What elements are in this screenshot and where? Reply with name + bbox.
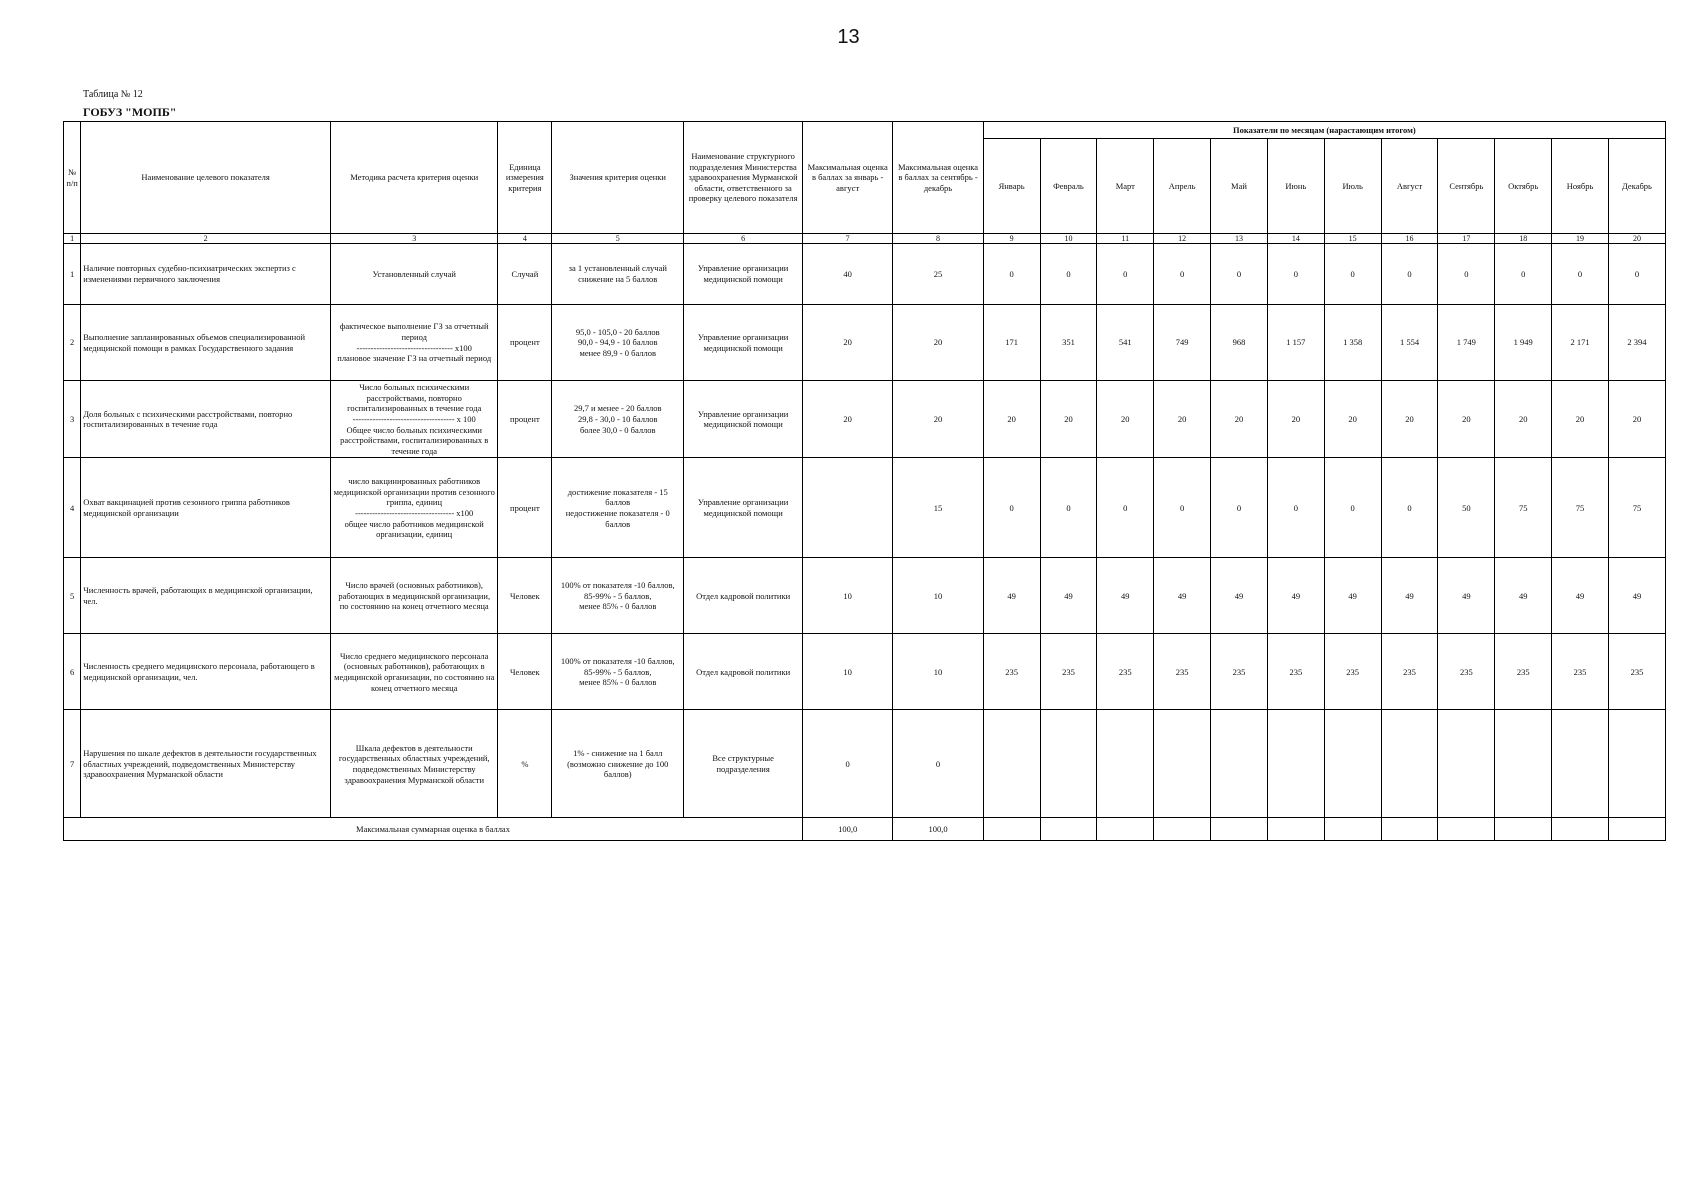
month-value-cell: 49 [1211,558,1268,634]
month-value-cell: 0 [1097,244,1154,305]
month-value-cell: 75 [1608,458,1665,558]
method-cell: Число среднего медицинского персонала (основных работников), работающих в медицинской организации, по состоянию на конец отчетного месяца [330,634,498,710]
indicator-name-cell: Охват вакцинацией против сезонного гриппа работников медицинской организации [81,458,331,558]
month-value-cell: 235 [1040,634,1097,710]
month-value-cell: 20 [1324,381,1381,458]
max-sep-dec-cell: 20 [893,305,983,381]
month-value-cell: 20 [1438,381,1495,458]
column-number: 10 [1040,234,1097,244]
total-max-jan-aug: 100,0 [803,818,893,841]
month-value-cell [1040,710,1097,818]
month-value-cell: 1 157 [1267,305,1324,381]
total-month-cell [1211,818,1268,841]
month-value-cell: 0 [1381,458,1438,558]
month-value-cell: 49 [1267,558,1324,634]
month-value-cell [1324,710,1381,818]
month-value-cell: 0 [1324,244,1381,305]
month-value-cell: 235 [1381,634,1438,710]
month-value-cell [983,710,1040,818]
max-jan-aug-cell: 20 [803,305,893,381]
row-number-cell: 3 [64,381,81,458]
month-value-cell: 20 [1495,381,1552,458]
total-month-cell [1267,818,1324,841]
column-number: 11 [1097,234,1154,244]
column-number: 2 [81,234,331,244]
month-value-cell: 49 [1324,558,1381,634]
month-value-cell: 20 [1552,381,1609,458]
criteria-cell: за 1 установленный случай снижение на 5 баллов [552,244,684,305]
header-month: Сентябрь [1438,139,1495,234]
column-number: 17 [1438,234,1495,244]
month-value-cell: 49 [1097,558,1154,634]
department-cell: Управление организации медицинской помощи [684,458,803,558]
month-value-cell: 20 [1267,381,1324,458]
unit-cell: процент [498,458,552,558]
indicator-name-cell: Наличие повторных судебно-психиатрических экспертиз с изменениями первичного заключения [81,244,331,305]
table-caption: Таблица № 12 [83,89,143,100]
table-row [64,381,1666,458]
department-cell: Отдел кадровой политики [684,558,803,634]
max-sep-dec-cell: 15 [893,458,983,558]
column-number: 9 [983,234,1040,244]
table-row [64,458,1666,558]
month-value-cell: 0 [1211,244,1268,305]
month-value-cell: 2 394 [1608,305,1665,381]
header-month: Декабрь [1608,139,1665,234]
method-cell: Число больных психическими расстройствами, повторно госпитализированных в течение года ------------------------------------ х 100 Общее число больных психическими расстройствами, госпитализированных в течение года [330,381,498,458]
unit-cell: Случай [498,244,552,305]
month-value-cell: 75 [1495,458,1552,558]
header-month: Июль [1324,139,1381,234]
criteria-cell: 100% от показателя -10 баллов, 85-99% - 5 баллов, менее 85% - 0 баллов [552,634,684,710]
month-value-cell: 541 [1097,305,1154,381]
row-number-cell: 4 [64,458,81,558]
column-number: 16 [1381,234,1438,244]
month-value-cell: 20 [1608,381,1665,458]
department-cell: Все структурные подразделения [684,710,803,818]
row-number-cell: 1 [64,244,81,305]
month-value-cell [1552,710,1609,818]
month-value-cell: 49 [1608,558,1665,634]
max-jan-aug-cell [803,458,893,558]
criteria-cell: 29,7 и менее - 20 баллов 29,8 - 30,0 - 10 баллов более 30,0 - 0 баллов [552,381,684,458]
column-number: 20 [1608,234,1665,244]
month-value-cell: 235 [1267,634,1324,710]
month-value-cell [1381,710,1438,818]
month-value-cell: 235 [1495,634,1552,710]
max-sep-dec-cell: 10 [893,558,983,634]
header-month: Июнь [1267,139,1324,234]
month-value-cell: 235 [1608,634,1665,710]
month-value-cell: 235 [1097,634,1154,710]
month-value-cell: 50 [1438,458,1495,558]
month-value-cell: 0 [983,244,1040,305]
max-jan-aug-cell: 20 [803,381,893,458]
max-sep-dec-cell: 25 [893,244,983,305]
month-value-cell: 1 358 [1324,305,1381,381]
month-value-cell: 0 [1097,458,1154,558]
column-number: 13 [1211,234,1268,244]
column-number: 18 [1495,234,1552,244]
month-value-cell: 0 [1267,244,1324,305]
month-value-cell: 49 [1552,558,1609,634]
indicator-name-cell: Нарушения по шкале дефектов в деятельности государственных областных учреждений, подведомственных Министерству здравоохранения Мурманской области [81,710,331,818]
header-unit: Единица измерения критерия [498,122,552,234]
month-value-cell: 0 [1324,458,1381,558]
month-value-cell [1438,710,1495,818]
header-month: Август [1381,139,1438,234]
column-number: 3 [330,234,498,244]
header-max-jan-aug: Максимальная оценка в баллах за январь - август [803,122,893,234]
month-value-cell: 749 [1154,305,1211,381]
month-value-cell: 0 [1552,244,1609,305]
month-value-cell: 20 [1040,381,1097,458]
total-label: Максимальная суммарная оценка в баллах [64,818,803,841]
total-month-cell [983,818,1040,841]
total-month-cell [1495,818,1552,841]
max-jan-aug-cell: 10 [803,558,893,634]
table-row [64,710,1666,818]
total-month-cell [1552,818,1609,841]
row-number-cell: 7 [64,710,81,818]
total-month-cell [1608,818,1665,841]
department-cell: Управление организации медицинской помощи [684,381,803,458]
month-value-cell: 171 [983,305,1040,381]
month-value-cell: 0 [1154,458,1211,558]
method-cell: Шкала дефектов в деятельности государственных областных учреждений, подведомственных Министерству здравоохранения Мурманской области [330,710,498,818]
indicator-name-cell: Численность врачей, работающих в медицинской организации, чел. [81,558,331,634]
method-cell: Число врачей (основных работников), работающих в медицинской организации, по состоянию на конец отчетного месяца [330,558,498,634]
criteria-cell: достижение показателя - 15 баллов недостижение показателя - 0 баллов [552,458,684,558]
month-value-cell: 235 [983,634,1040,710]
header-indicator-name: Наименование целевого показателя [81,122,331,234]
max-jan-aug-cell: 0 [803,710,893,818]
column-number: 19 [1552,234,1609,244]
month-value-cell: 20 [1097,381,1154,458]
total-month-cell [1381,818,1438,841]
month-value-cell [1608,710,1665,818]
header-month: Май [1211,139,1268,234]
column-number-row [64,234,1666,244]
month-value-cell: 20 [1211,381,1268,458]
criteria-cell: 1% - снижение на 1 балл (возможно снижение до 100 баллов) [552,710,684,818]
total-month-cell [1324,818,1381,841]
table-row [64,634,1666,710]
max-sep-dec-cell: 10 [893,634,983,710]
header-method: Методика расчета критерия оценки [330,122,498,234]
indicator-name-cell: Доля больных с психическими расстройствами, повторно госпитализированных в течение года [81,381,331,458]
month-value-cell: 0 [1608,244,1665,305]
max-sep-dec-cell: 0 [893,710,983,818]
month-value-cell [1267,710,1324,818]
column-number: 14 [1267,234,1324,244]
month-value-cell: 20 [1154,381,1211,458]
month-value-cell: 0 [1381,244,1438,305]
column-number: 1 [64,234,81,244]
page-number: 13 [837,26,860,48]
month-value-cell: 49 [1438,558,1495,634]
method-cell: число вакцинированных работников медицинской организации против сезонного гриппа, единиц ----------------------------------- х100 общее число работников медицинской организации, единиц [330,458,498,558]
month-value-cell: 49 [1040,558,1097,634]
indicators-table [63,121,1666,841]
max-sep-dec-cell: 20 [893,381,983,458]
month-value-cell [1097,710,1154,818]
month-value-cell: 235 [1211,634,1268,710]
month-value-cell: 0 [1040,244,1097,305]
column-number: 5 [552,234,684,244]
month-value-cell: 75 [1552,458,1609,558]
indicator-name-cell: Численность среднего медицинского персонала, работающего в медицинской организации, чел. [81,634,331,710]
table-row [64,244,1666,305]
header-month: Февраль [1040,139,1097,234]
indicator-name-cell: Выполнение запланированных объемов специализированной медицинской помощи в рамках Государственного задания [81,305,331,381]
department-cell: Отдел кадровой политики [684,634,803,710]
column-number: 6 [684,234,803,244]
month-value-cell: 0 [1495,244,1552,305]
month-value-cell: 235 [1552,634,1609,710]
unit-cell: процент [498,381,552,458]
header-month: Октябрь [1495,139,1552,234]
table-row [64,558,1666,634]
total-month-cell [1154,818,1211,841]
header-month: Январь [983,139,1040,234]
month-value-cell [1211,710,1268,818]
header-month: Ноябрь [1552,139,1609,234]
total-month-cell [1097,818,1154,841]
month-value-cell: 235 [1324,634,1381,710]
method-cell: фактическое выполнение ГЗ за отчетный период ---------------------------------- х100 плановое значение ГЗ на отчетный период [330,305,498,381]
month-value-cell: 1 554 [1381,305,1438,381]
criteria-cell: 95,0 - 105,0 - 20 баллов 90,0 - 94,9 - 10 баллов менее 89,9 - 0 баллов [552,305,684,381]
month-value-cell: 0 [983,458,1040,558]
header-criteria: Значения критерия оценки [552,122,684,234]
month-value-cell: 1 949 [1495,305,1552,381]
month-value-cell: 2 171 [1552,305,1609,381]
month-value-cell: 968 [1211,305,1268,381]
total-month-cell [1040,818,1097,841]
total-max-sep-dec: 100,0 [893,818,983,841]
unit-cell: % [498,710,552,818]
column-number: 8 [893,234,983,244]
max-jan-aug-cell: 10 [803,634,893,710]
row-number-cell: 6 [64,634,81,710]
month-value-cell: 0 [1211,458,1268,558]
unit-cell: Человек [498,634,552,710]
unit-cell: процент [498,305,552,381]
header-department: Наименование структурного подразделения Министерства здравоохранения Мурманской области, ответственного за проверку целевого показателя [684,122,803,234]
month-value-cell [1154,710,1211,818]
month-value-cell: 235 [1438,634,1495,710]
header-max-sep-dec: Максимальная оценка в баллах за сентябрь - декабрь [893,122,983,234]
row-number-cell: 2 [64,305,81,381]
method-cell: Установленный случай [330,244,498,305]
month-value-cell [1495,710,1552,818]
month-value-cell: 0 [1438,244,1495,305]
header-month: Апрель [1154,139,1211,234]
month-value-cell: 49 [983,558,1040,634]
month-value-cell: 49 [1381,558,1438,634]
table-row [64,305,1666,381]
month-value-cell: 49 [1154,558,1211,634]
total-month-cell [1438,818,1495,841]
row-number-cell: 5 [64,558,81,634]
month-value-cell: 20 [983,381,1040,458]
header-months-group: Показатели по месяцам (нарастающим итогом) [983,122,1665,139]
month-value-cell: 351 [1040,305,1097,381]
max-jan-aug-cell: 40 [803,244,893,305]
month-value-cell: 0 [1267,458,1324,558]
month-value-cell: 49 [1495,558,1552,634]
month-value-cell: 20 [1381,381,1438,458]
organization-title: ГОБУЗ "МОПБ" [83,105,177,119]
header-num: № п/п [64,122,81,234]
department-cell: Управление организации медицинской помощи [684,305,803,381]
month-value-cell: 0 [1154,244,1211,305]
department-cell: Управление организации медицинской помощи [684,244,803,305]
column-number: 4 [498,234,552,244]
unit-cell: Человек [498,558,552,634]
column-number: 7 [803,234,893,244]
month-value-cell: 0 [1040,458,1097,558]
column-number: 15 [1324,234,1381,244]
criteria-cell: 100% от показателя -10 баллов, 85-99% - 5 баллов, менее 85% - 0 баллов [552,558,684,634]
month-value-cell: 235 [1154,634,1211,710]
column-number: 12 [1154,234,1211,244]
total-row [64,818,1666,841]
header-month: Март [1097,139,1154,234]
month-value-cell: 1 749 [1438,305,1495,381]
